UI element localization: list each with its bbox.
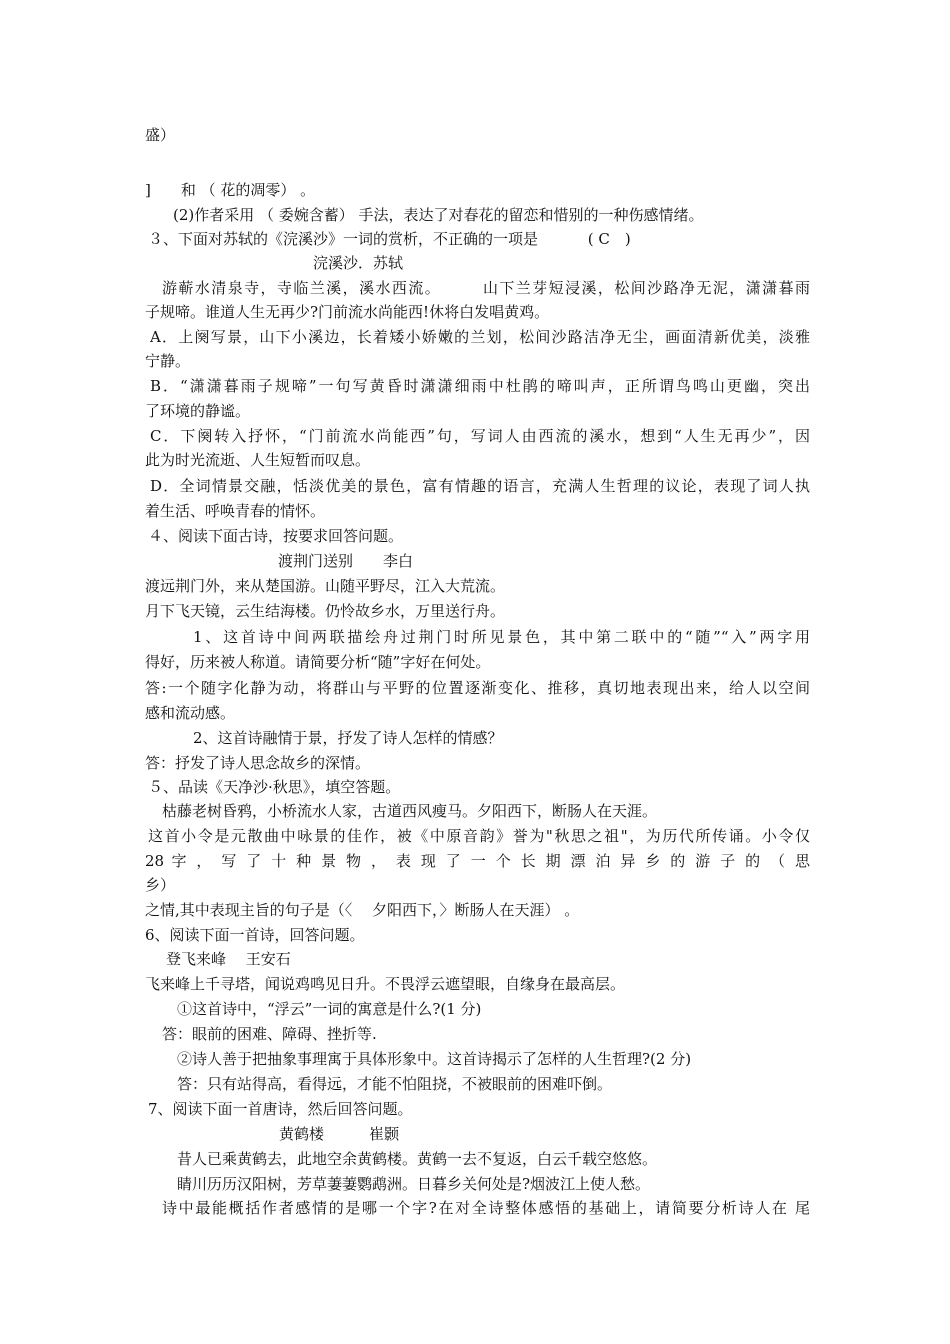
- option-d: D．全词情景交融，恬淡优美的景色，富有情趣的语言，充满人生哲理的议论，表现了词人执: [150, 477, 810, 495]
- text-line: 1、这首诗中间两联描绘舟过荆门时所见景色，其中第二联中的“随”“入”两字用: [193, 628, 810, 646]
- option-c: C．下阕转入抒怀，“门前流水尚能西”句，写词人由西流的溪水，想到“人生无再少”，因: [150, 427, 810, 445]
- text-line: 2、这首诗融情于景，抒发了诗人怎样的情感？: [193, 729, 503, 747]
- text-line: ②诗人善于把抽象事理寓于具体形象中。这首诗揭示了怎样的人生哲理?(2 分): [177, 1050, 692, 1068]
- option-b: B．“潇潇暮雨子规啼”一句写黄昏时潇潇细雨中杜鹃的啼叫声，正所谓鸟鸣山更幽，突出: [150, 377, 810, 395]
- option-a: A．上阕写景，山下小溪边，长着矮小娇嫩的兰划，松间沙路洁净无尘，画面清新优美，淡雅: [150, 328, 810, 346]
- text-line: (2)作者采用 （ 委婉含蓄） 手法，表达了对春花的留恋和惜别的一种伤感情绪。: [173, 206, 704, 224]
- text-line: 28 字 ， 写 了 十 种 景 物 ， 表 现 了 一 个 长 期 漂 泊 异 乡 的 游 子 的 （ 思: [145, 852, 810, 870]
- question-heading: 6、阅读下面一首诗，回答问题。: [145, 926, 365, 944]
- text-line: ] 和 （ 花的凋零） 。: [145, 181, 316, 199]
- poem-title: 渡荆门送别 李白: [278, 552, 414, 570]
- question-heading: ５、品读《天净沙·秋思》，填空答题。: [148, 778, 401, 796]
- poem-line: 月下飞天镜，云生结海楼。仍怜故乡水，万里送行舟。: [145, 602, 506, 620]
- text-line: 子规啼。谁道人生无再少?门前流水尚能西!休将白发唱黄鸡。: [145, 303, 550, 321]
- text-line: 感和流动感。: [145, 704, 236, 722]
- poem-title: 浣溪沙．苏轼: [313, 254, 404, 272]
- answer-line: 答：抒发了诗人思念故乡的深情。: [145, 754, 371, 772]
- text-line: 得好，历来被人称道。请简要分析“随”字好在何处。: [145, 653, 491, 671]
- poem-line: 昔人已乘黄鹤去，此地空余黄鹤楼。黄鹤一去不复返，白云千载空悠悠。: [177, 1150, 658, 1168]
- text-line: 这首小令是元散曲中咏景的佳作，被《中原音韵》誉为"秋思之祖"，为历代所传诵。小令仅: [148, 827, 810, 845]
- answer-line: 答：只有站得高，看得远，才能不怕阻挠，不被眼前的困难吓倒。: [177, 1075, 613, 1093]
- poem-title: 黄鹤楼 崔颢: [279, 1125, 400, 1143]
- question-heading: 7、阅读下面一首唐诗，然后回答问题。: [148, 1100, 413, 1118]
- answer-line: 答:一个随字化静为动，将群山与平野的位置逐渐变化、推移，真切地表现出来，给人以空间: [145, 679, 810, 697]
- text-line: 之情,其中表现主旨的句子是（〈 夕阳西下，〉断肠人在天涯） 。: [145, 901, 580, 919]
- text-line: ①这首诗中，“浮云”一词的寓意是什么?(1 分): [177, 1000, 482, 1018]
- text-line: 游蕲水清泉寺，寺临兰溪，溪水西流。 山下兰芽短浸溪，松间沙路净无泥，潇潇暮雨: [162, 279, 810, 297]
- question-heading: ３、下面对苏轼的《浣溪沙》一词的赏析，不正确的一项是 ( C ): [148, 230, 631, 248]
- poem-line: 睛川历历汉阳树，芳草萋萋鹦鹉洲。日暮乡关何处是?烟波江上使人愁。: [177, 1175, 651, 1193]
- text-line: 诗中最能概括作者感情的是哪一个字?在对全诗整体感悟的基础上，请简要分析诗人在 尾: [162, 1199, 810, 1217]
- poem-title: 登飞来峰 王安石: [166, 950, 291, 968]
- text-line: 着生活、呼唤青春的情怀。: [145, 502, 326, 520]
- text-line: 此为时光流逝、人生短暂而叹息。: [145, 451, 371, 469]
- text-line: 宁静。: [145, 352, 191, 370]
- poem-line: 渡远荆门外，来从楚国游。山随平野尽，江入大荒流。: [145, 577, 506, 595]
- answer-line: 答：眼前的困难、障碍、挫折等.: [162, 1025, 377, 1043]
- text-line: 乡）: [145, 876, 176, 894]
- poem-line: 飞来峰上千寻塔，闻说鸡鸣见日升。不畏浮云遮望眼，自缘身在最高层。: [145, 975, 626, 993]
- text-line: 了环境的静谧。: [145, 402, 251, 420]
- text-line: 盛）: [145, 126, 176, 144]
- question-heading: ４、阅读下面古诗，按要求回答问题。: [148, 527, 404, 545]
- poem-line: 枯藤老树昏鸦，小桥流水人家，古道西风瘦马。夕阳西下，断肠人在天涯。: [162, 802, 658, 820]
